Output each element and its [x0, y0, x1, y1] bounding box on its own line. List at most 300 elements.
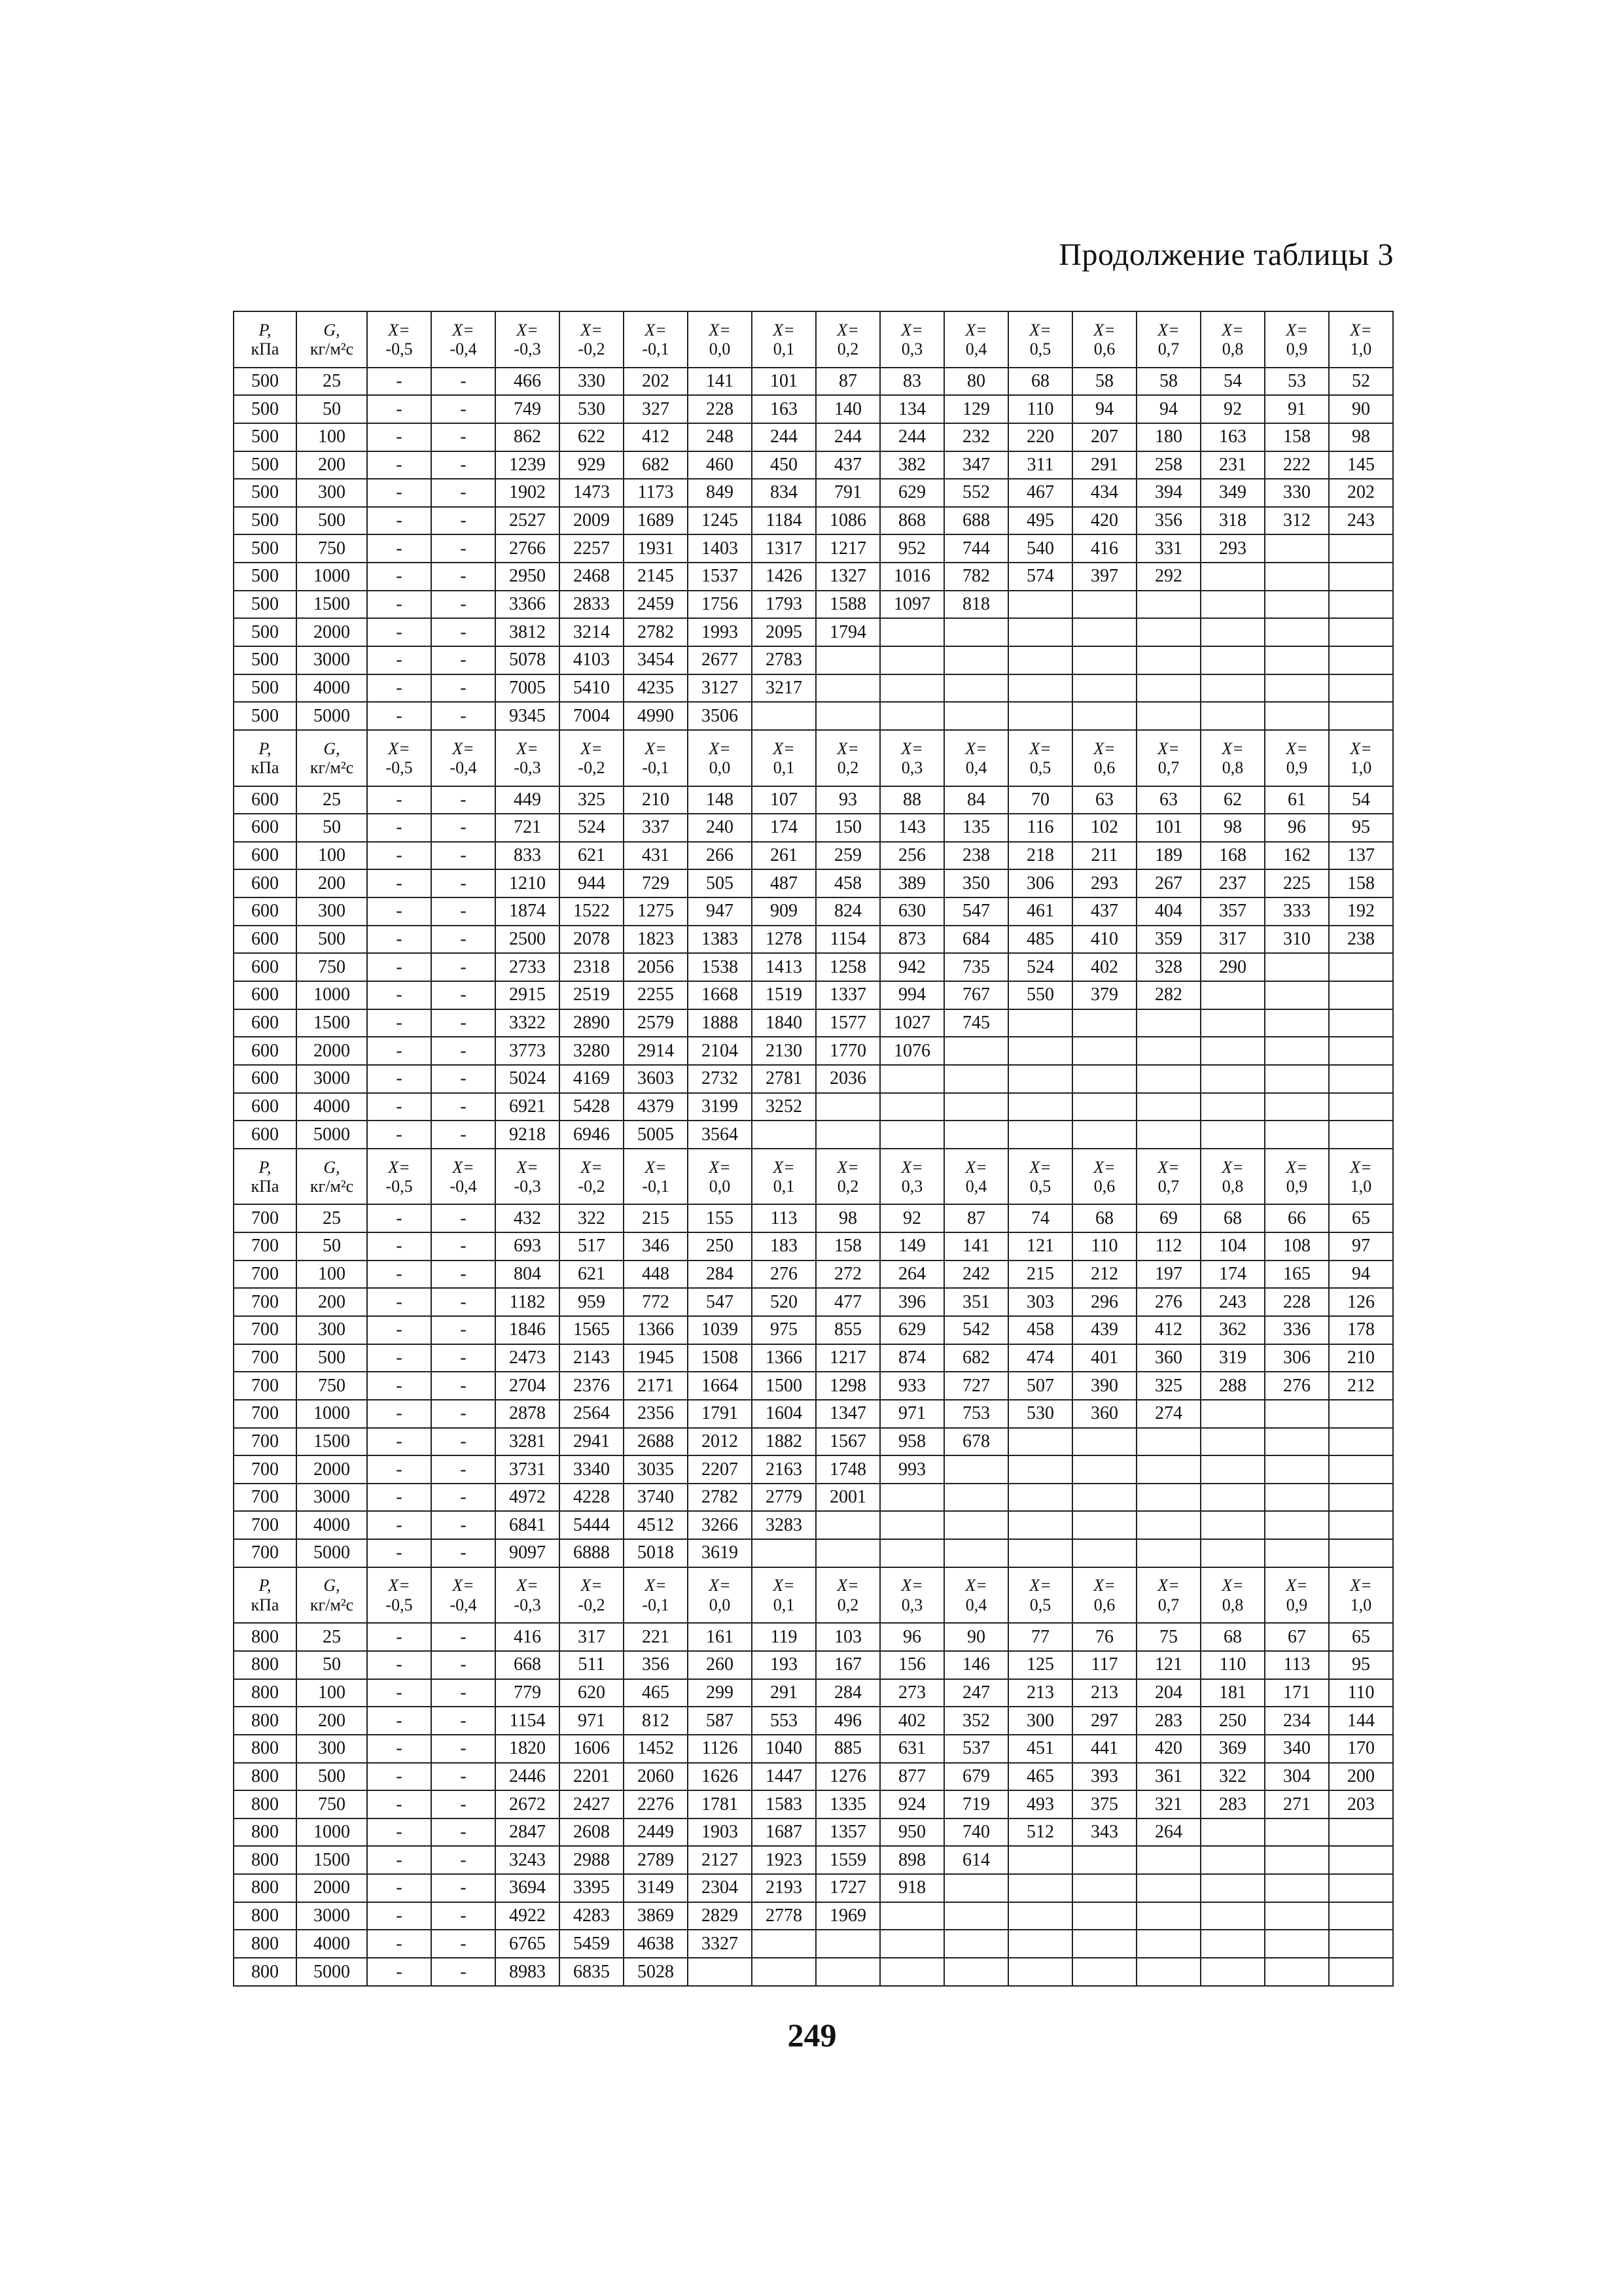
header-quality: X= 0,5 — [1008, 1567, 1072, 1624]
cell-value: 3214 — [559, 618, 624, 646]
cell-value: 924 — [880, 1790, 944, 1818]
cell-value — [1137, 618, 1201, 646]
cell-value: 437 — [816, 451, 880, 479]
cell-value: 218 — [1008, 842, 1072, 870]
cell-value: 2427 — [559, 1790, 624, 1818]
header-quality: X= 0,3 — [880, 1149, 944, 1205]
cell-value: - — [431, 1232, 495, 1261]
cell-value: - — [431, 534, 495, 563]
cell-value: 791 — [816, 479, 880, 507]
cell-mass-flux: 500 — [296, 926, 367, 954]
cell-value: 242 — [944, 1261, 1008, 1289]
cell-value: 2677 — [688, 646, 752, 674]
cell-value: 818 — [944, 591, 1008, 619]
cell-value — [1329, 1930, 1393, 1958]
cell-mass-flux: 1000 — [296, 563, 367, 591]
cell-value — [1329, 1846, 1393, 1874]
cell-value: 1357 — [816, 1818, 880, 1847]
cell-value: 6946 — [559, 1121, 624, 1149]
cell-value: 511 — [559, 1651, 624, 1679]
cell-value — [816, 1511, 880, 1539]
cell-value: 3454 — [624, 646, 688, 674]
cell-value: 668 — [495, 1651, 559, 1679]
header-quality: X= 0,9 — [1265, 311, 1329, 368]
cell-value: 524 — [1008, 953, 1072, 981]
cell-value: 63 — [1072, 786, 1137, 814]
cell-value: 547 — [944, 897, 1008, 926]
cell-value — [1008, 1539, 1072, 1567]
cell-value — [1008, 1902, 1072, 1930]
cell-value: - — [367, 1288, 431, 1316]
cell-value — [1072, 1037, 1137, 1065]
cell-value — [1008, 674, 1072, 703]
cell-value: 394 — [1137, 479, 1201, 507]
cell-value — [1072, 1874, 1137, 1902]
cell-value — [1329, 1902, 1393, 1930]
cell-value — [1072, 1511, 1137, 1539]
header-pressure: P, кПа — [234, 311, 296, 368]
cell-value: - — [367, 1930, 431, 1958]
cell-value: - — [367, 1037, 431, 1065]
cell-value: 450 — [752, 451, 816, 479]
cell-value: 1604 — [752, 1400, 816, 1428]
cell-value: 264 — [1137, 1818, 1201, 1847]
cell-value — [1008, 1455, 1072, 1484]
cell-mass-flux: 300 — [296, 1316, 367, 1344]
table-row — [234, 507, 1393, 535]
cell-value: 1888 — [688, 1009, 752, 1037]
cell-value — [1201, 1846, 1265, 1874]
cell-value: 517 — [559, 1232, 624, 1261]
cell-value: 96 — [880, 1623, 944, 1651]
cell-mass-flux: 1500 — [296, 1846, 367, 1874]
cell-value: - — [431, 1009, 495, 1037]
cell-value — [1201, 1065, 1265, 1093]
cell-value: 2914 — [624, 1037, 688, 1065]
cell-value — [880, 1511, 944, 1539]
cell-mass-flux: 3000 — [296, 1902, 367, 1930]
table-row — [234, 1484, 1393, 1512]
cell-value: 5024 — [495, 1065, 559, 1093]
cell-value — [1072, 1121, 1137, 1149]
cell-value: 4235 — [624, 674, 688, 703]
cell-value: 247 — [944, 1679, 1008, 1707]
cell-value: 360 — [1137, 1344, 1201, 1372]
cell-value: 158 — [1329, 869, 1393, 897]
cell-value: 404 — [1137, 897, 1201, 926]
cell-value: 5028 — [624, 1958, 688, 1986]
table-row — [234, 786, 1393, 814]
cell-value — [1201, 1958, 1265, 1986]
table-row — [234, 451, 1393, 479]
cell-value: - — [367, 786, 431, 814]
cell-value: 877 — [880, 1763, 944, 1791]
header-quality: X= 0,6 — [1072, 1567, 1137, 1624]
cell-value: 98 — [1201, 814, 1265, 842]
table-row — [234, 1958, 1393, 1986]
cell-value: 2527 — [495, 507, 559, 535]
cell-value: 203 — [1329, 1790, 1393, 1818]
cell-value — [1201, 1037, 1265, 1065]
cell-value: 162 — [1265, 842, 1329, 870]
cell-value: 3694 — [495, 1874, 559, 1902]
cell-value: 2012 — [688, 1428, 752, 1456]
cell-value: 350 — [944, 869, 1008, 897]
cell-value: 379 — [1072, 981, 1137, 1009]
cell-value: 244 — [816, 423, 880, 451]
cell-value: 2500 — [495, 926, 559, 954]
cell-value: 141 — [688, 368, 752, 396]
cell-value: - — [367, 1372, 431, 1400]
cell-value: - — [367, 591, 431, 619]
cell-value: 352 — [944, 1707, 1008, 1735]
cell-value: 143 — [880, 814, 944, 842]
cell-value: 2829 — [688, 1902, 752, 1930]
cell-value — [1329, 646, 1393, 674]
cell-value: 93 — [816, 786, 880, 814]
cell-value — [1329, 1400, 1393, 1428]
header-row — [234, 1567, 1393, 1624]
cell-value — [944, 1539, 1008, 1567]
cell-value: 2130 — [752, 1037, 816, 1065]
cell-value — [1265, 1121, 1329, 1149]
cell-value: 1903 — [688, 1818, 752, 1847]
cell-mass-flux: 50 — [296, 395, 367, 423]
cell-value — [1265, 981, 1329, 1009]
cell-value: 2672 — [495, 1790, 559, 1818]
cell-value: 4638 — [624, 1930, 688, 1958]
cell-value: 2304 — [688, 1874, 752, 1902]
cell-value: 1245 — [688, 507, 752, 535]
header-quality: X= 0,5 — [1008, 311, 1072, 368]
cell-value — [1265, 1511, 1329, 1539]
cell-mass-flux: 100 — [296, 1679, 367, 1707]
cell-value: 260 — [688, 1651, 752, 1679]
cell-value: - — [431, 1623, 495, 1651]
cell-value: 292 — [1137, 563, 1201, 591]
cell-value — [1072, 1958, 1137, 1986]
cell-value: 412 — [624, 423, 688, 451]
cell-value: 416 — [495, 1623, 559, 1651]
cell-value: 4169 — [559, 1065, 624, 1093]
cell-value: 1626 — [688, 1763, 752, 1791]
table-row — [234, 1623, 1393, 1651]
cell-value: 276 — [1137, 1288, 1201, 1316]
table-row — [234, 674, 1393, 703]
cell-value: - — [431, 702, 495, 730]
cell-value: - — [431, 1316, 495, 1344]
cell-value: 2468 — [559, 563, 624, 591]
cell-value: 117 — [1072, 1651, 1137, 1679]
cell-value: 3506 — [688, 702, 752, 730]
cell-value: - — [367, 1539, 431, 1567]
cell-value: 1791 — [688, 1400, 752, 1428]
header-quality: X= 0,8 — [1201, 1567, 1265, 1624]
table-row — [234, 869, 1393, 897]
cell-value: 140 — [816, 395, 880, 423]
cell-value: 2060 — [624, 1763, 688, 1791]
cell-mass-flux: 200 — [296, 869, 367, 897]
cell-value: 94 — [1329, 1261, 1393, 1289]
cell-value — [1201, 618, 1265, 646]
cell-value: 782 — [944, 563, 1008, 591]
cell-value — [1201, 1511, 1265, 1539]
cell-pressure: 700 — [234, 1372, 296, 1400]
cell-value — [1201, 674, 1265, 703]
cell-value: - — [431, 814, 495, 842]
cell-value — [1329, 618, 1393, 646]
cell-value — [1329, 1511, 1393, 1539]
cell-value — [1008, 702, 1072, 730]
cell-value — [1137, 1065, 1201, 1093]
cell-value — [1265, 563, 1329, 591]
cell-value: 729 — [624, 869, 688, 897]
cell-mass-flux: 1000 — [296, 1400, 367, 1428]
cell-value: 1039 — [688, 1316, 752, 1344]
cell-pressure: 700 — [234, 1484, 296, 1512]
cell-value: - — [431, 646, 495, 674]
cell-value: 113 — [752, 1204, 816, 1232]
cell-value: 228 — [1265, 1288, 1329, 1316]
cell-mass-flux: 2000 — [296, 1037, 367, 1065]
header-quality: X= 0,4 — [944, 1149, 1008, 1205]
cell-value — [1329, 1065, 1393, 1093]
cell-pressure: 500 — [234, 646, 296, 674]
cell-value: 349 — [1201, 479, 1265, 507]
cell-value: 735 — [944, 953, 1008, 981]
cell-mass-flux: 1500 — [296, 1009, 367, 1037]
cell-value — [1008, 1874, 1072, 1902]
cell-value: 2782 — [688, 1484, 752, 1512]
cell-value: 971 — [559, 1707, 624, 1735]
cell-mass-flux: 25 — [296, 368, 367, 396]
cell-value: 2890 — [559, 1009, 624, 1037]
cell-value: 1426 — [752, 563, 816, 591]
cell-value: 325 — [1137, 1372, 1201, 1400]
cell-value — [1265, 534, 1329, 563]
header-quality: X= 0,0 — [688, 1149, 752, 1205]
cell-value: 3035 — [624, 1455, 688, 1484]
table-row — [234, 368, 1393, 396]
cell-value: 3322 — [495, 1009, 559, 1037]
cell-mass-flux: 25 — [296, 1623, 367, 1651]
cell-value: - — [367, 1009, 431, 1037]
table-row — [234, 1539, 1393, 1567]
cell-value: - — [367, 1204, 431, 1232]
cell-mass-flux: 750 — [296, 534, 367, 563]
cell-value: 77 — [1008, 1623, 1072, 1651]
cell-value: 288 — [1201, 1372, 1265, 1400]
cell-value: 460 — [688, 451, 752, 479]
cell-value: 1687 — [752, 1818, 816, 1847]
cell-value: - — [431, 1846, 495, 1874]
cell-value: 103 — [816, 1623, 880, 1651]
cell-value: 134 — [880, 395, 944, 423]
cell-value — [1137, 1428, 1201, 1456]
cell-value: 3812 — [495, 618, 559, 646]
cell-pressure: 700 — [234, 1511, 296, 1539]
cell-value: 432 — [495, 1204, 559, 1232]
cell-value: 276 — [1265, 1372, 1329, 1400]
cell-value: 1275 — [624, 897, 688, 926]
cell-value: 929 — [559, 451, 624, 479]
cell-value — [816, 646, 880, 674]
cell-value: 318 — [1201, 507, 1265, 535]
cell-value: 66 — [1265, 1204, 1329, 1232]
cell-value: 197 — [1137, 1261, 1201, 1289]
cell-value: 458 — [1008, 1316, 1072, 1344]
header-quality: X= 0,5 — [1008, 730, 1072, 786]
cell-value: 465 — [1008, 1763, 1072, 1791]
cell-value: 297 — [1072, 1707, 1137, 1735]
cell-value — [1137, 1930, 1201, 1958]
cell-value: - — [431, 1707, 495, 1735]
cell-value: 119 — [752, 1623, 816, 1651]
cell-value: 862 — [495, 423, 559, 451]
cell-mass-flux: 4000 — [296, 1093, 367, 1121]
cell-value — [1201, 646, 1265, 674]
cell-value: 293 — [1201, 534, 1265, 563]
cell-value: - — [431, 1763, 495, 1791]
cell-value: 1588 — [816, 591, 880, 619]
table-row — [234, 1651, 1393, 1679]
cell-value — [688, 1958, 752, 1986]
cell-value — [1008, 1093, 1072, 1121]
cell-value: 2782 — [624, 618, 688, 646]
cell-value — [1265, 1400, 1329, 1428]
cell-value: - — [431, 1679, 495, 1707]
cell-value: 833 — [495, 842, 559, 870]
cell-value: 2201 — [559, 1763, 624, 1791]
cell-value — [1008, 1428, 1072, 1456]
cell-value — [1329, 1484, 1393, 1512]
cell-value — [1201, 1874, 1265, 1902]
cell-value — [1072, 1455, 1137, 1484]
cell-value: 412 — [1137, 1316, 1201, 1344]
cell-value: 2950 — [495, 563, 559, 591]
cell-value: 290 — [1201, 953, 1265, 981]
header-quality: X= 0,2 — [816, 1567, 880, 1624]
cell-value: - — [431, 479, 495, 507]
cell-value: 682 — [944, 1344, 1008, 1372]
cell-value: - — [431, 591, 495, 619]
cell-value: 952 — [880, 534, 944, 563]
header-quality: X= 0,2 — [816, 311, 880, 368]
cell-value: 2733 — [495, 953, 559, 981]
cell-value: 141 — [944, 1232, 1008, 1261]
cell-value: 1347 — [816, 1400, 880, 1428]
cell-pressure: 700 — [234, 1455, 296, 1484]
header-quality: X= -0,1 — [624, 311, 688, 368]
cell-value: 1781 — [688, 1790, 752, 1818]
table-row — [234, 1735, 1393, 1763]
cell-value: 273 — [880, 1679, 944, 1707]
cell-value — [1265, 1065, 1329, 1093]
cell-value — [880, 646, 944, 674]
table-row — [234, 618, 1393, 646]
cell-mass-flux: 4000 — [296, 1511, 367, 1539]
cell-value: 1210 — [495, 869, 559, 897]
table-row — [234, 395, 1393, 423]
cell-pressure: 800 — [234, 1623, 296, 1651]
cell-value — [1329, 1958, 1393, 1986]
cell-value: 1748 — [816, 1455, 880, 1484]
cell-value: 1258 — [816, 953, 880, 981]
cell-value: 121 — [1137, 1651, 1201, 1679]
cell-value — [1008, 1958, 1072, 1986]
cell-value: 1538 — [688, 953, 752, 981]
cell-value: 202 — [1329, 479, 1393, 507]
cell-value — [944, 1037, 1008, 1065]
cell-value: - — [367, 869, 431, 897]
cell-value: - — [431, 1261, 495, 1289]
cell-pressure: 800 — [234, 1790, 296, 1818]
cell-value — [1201, 981, 1265, 1009]
cell-value: 5444 — [559, 1511, 624, 1539]
cell-value: 68 — [1201, 1204, 1265, 1232]
cell-value: 61 — [1265, 786, 1329, 814]
cell-value: 310 — [1265, 926, 1329, 954]
cell-value: 629 — [880, 479, 944, 507]
cell-value: 340 — [1265, 1735, 1329, 1763]
cell-value: 1902 — [495, 479, 559, 507]
cell-value: - — [431, 1065, 495, 1093]
cell-value — [1008, 1846, 1072, 1874]
cell-value: 213 — [1072, 1679, 1137, 1707]
cell-value: 975 — [752, 1316, 816, 1344]
cell-value: 146 — [944, 1651, 1008, 1679]
cell-value: 1565 — [559, 1316, 624, 1344]
cell-mass-flux: 300 — [296, 1735, 367, 1763]
cell-value: - — [431, 423, 495, 451]
cell-value: 485 — [1008, 926, 1072, 954]
cell-value: 4379 — [624, 1093, 688, 1121]
cell-value: 873 — [880, 926, 944, 954]
cell-value: 874 — [880, 1344, 944, 1372]
cell-value: 1727 — [816, 1874, 880, 1902]
cell-value: 232 — [944, 423, 1008, 451]
table-row — [234, 423, 1393, 451]
cell-mass-flux: 50 — [296, 814, 367, 842]
cell-value: 337 — [624, 814, 688, 842]
cell-value: 5410 — [559, 674, 624, 703]
cell-value: - — [431, 842, 495, 870]
table-row — [234, 981, 1393, 1009]
cell-value: 158 — [1265, 423, 1329, 451]
cell-value: 1823 — [624, 926, 688, 954]
cell-value: 834 — [752, 479, 816, 507]
cell-pressure: 500 — [234, 702, 296, 730]
table-row — [234, 1261, 1393, 1289]
header-quality: X= 0,6 — [1072, 1149, 1137, 1205]
cell-value — [1072, 1846, 1137, 1874]
header-row — [234, 730, 1393, 786]
cell-value: - — [431, 897, 495, 926]
cell-value — [1201, 1484, 1265, 1512]
cell-value: 7005 — [495, 674, 559, 703]
cell-value — [1072, 1093, 1137, 1121]
cell-value: 101 — [752, 368, 816, 396]
table-row — [234, 1428, 1393, 1456]
cell-value: 75 — [1137, 1623, 1201, 1651]
cell-value: 360 — [1072, 1400, 1137, 1428]
cell-value — [1137, 646, 1201, 674]
cell-value: - — [367, 1735, 431, 1763]
cell-value: 2833 — [559, 591, 624, 619]
cell-value — [1201, 591, 1265, 619]
cell-value: 1793 — [752, 591, 816, 619]
cell-value — [880, 1093, 944, 1121]
